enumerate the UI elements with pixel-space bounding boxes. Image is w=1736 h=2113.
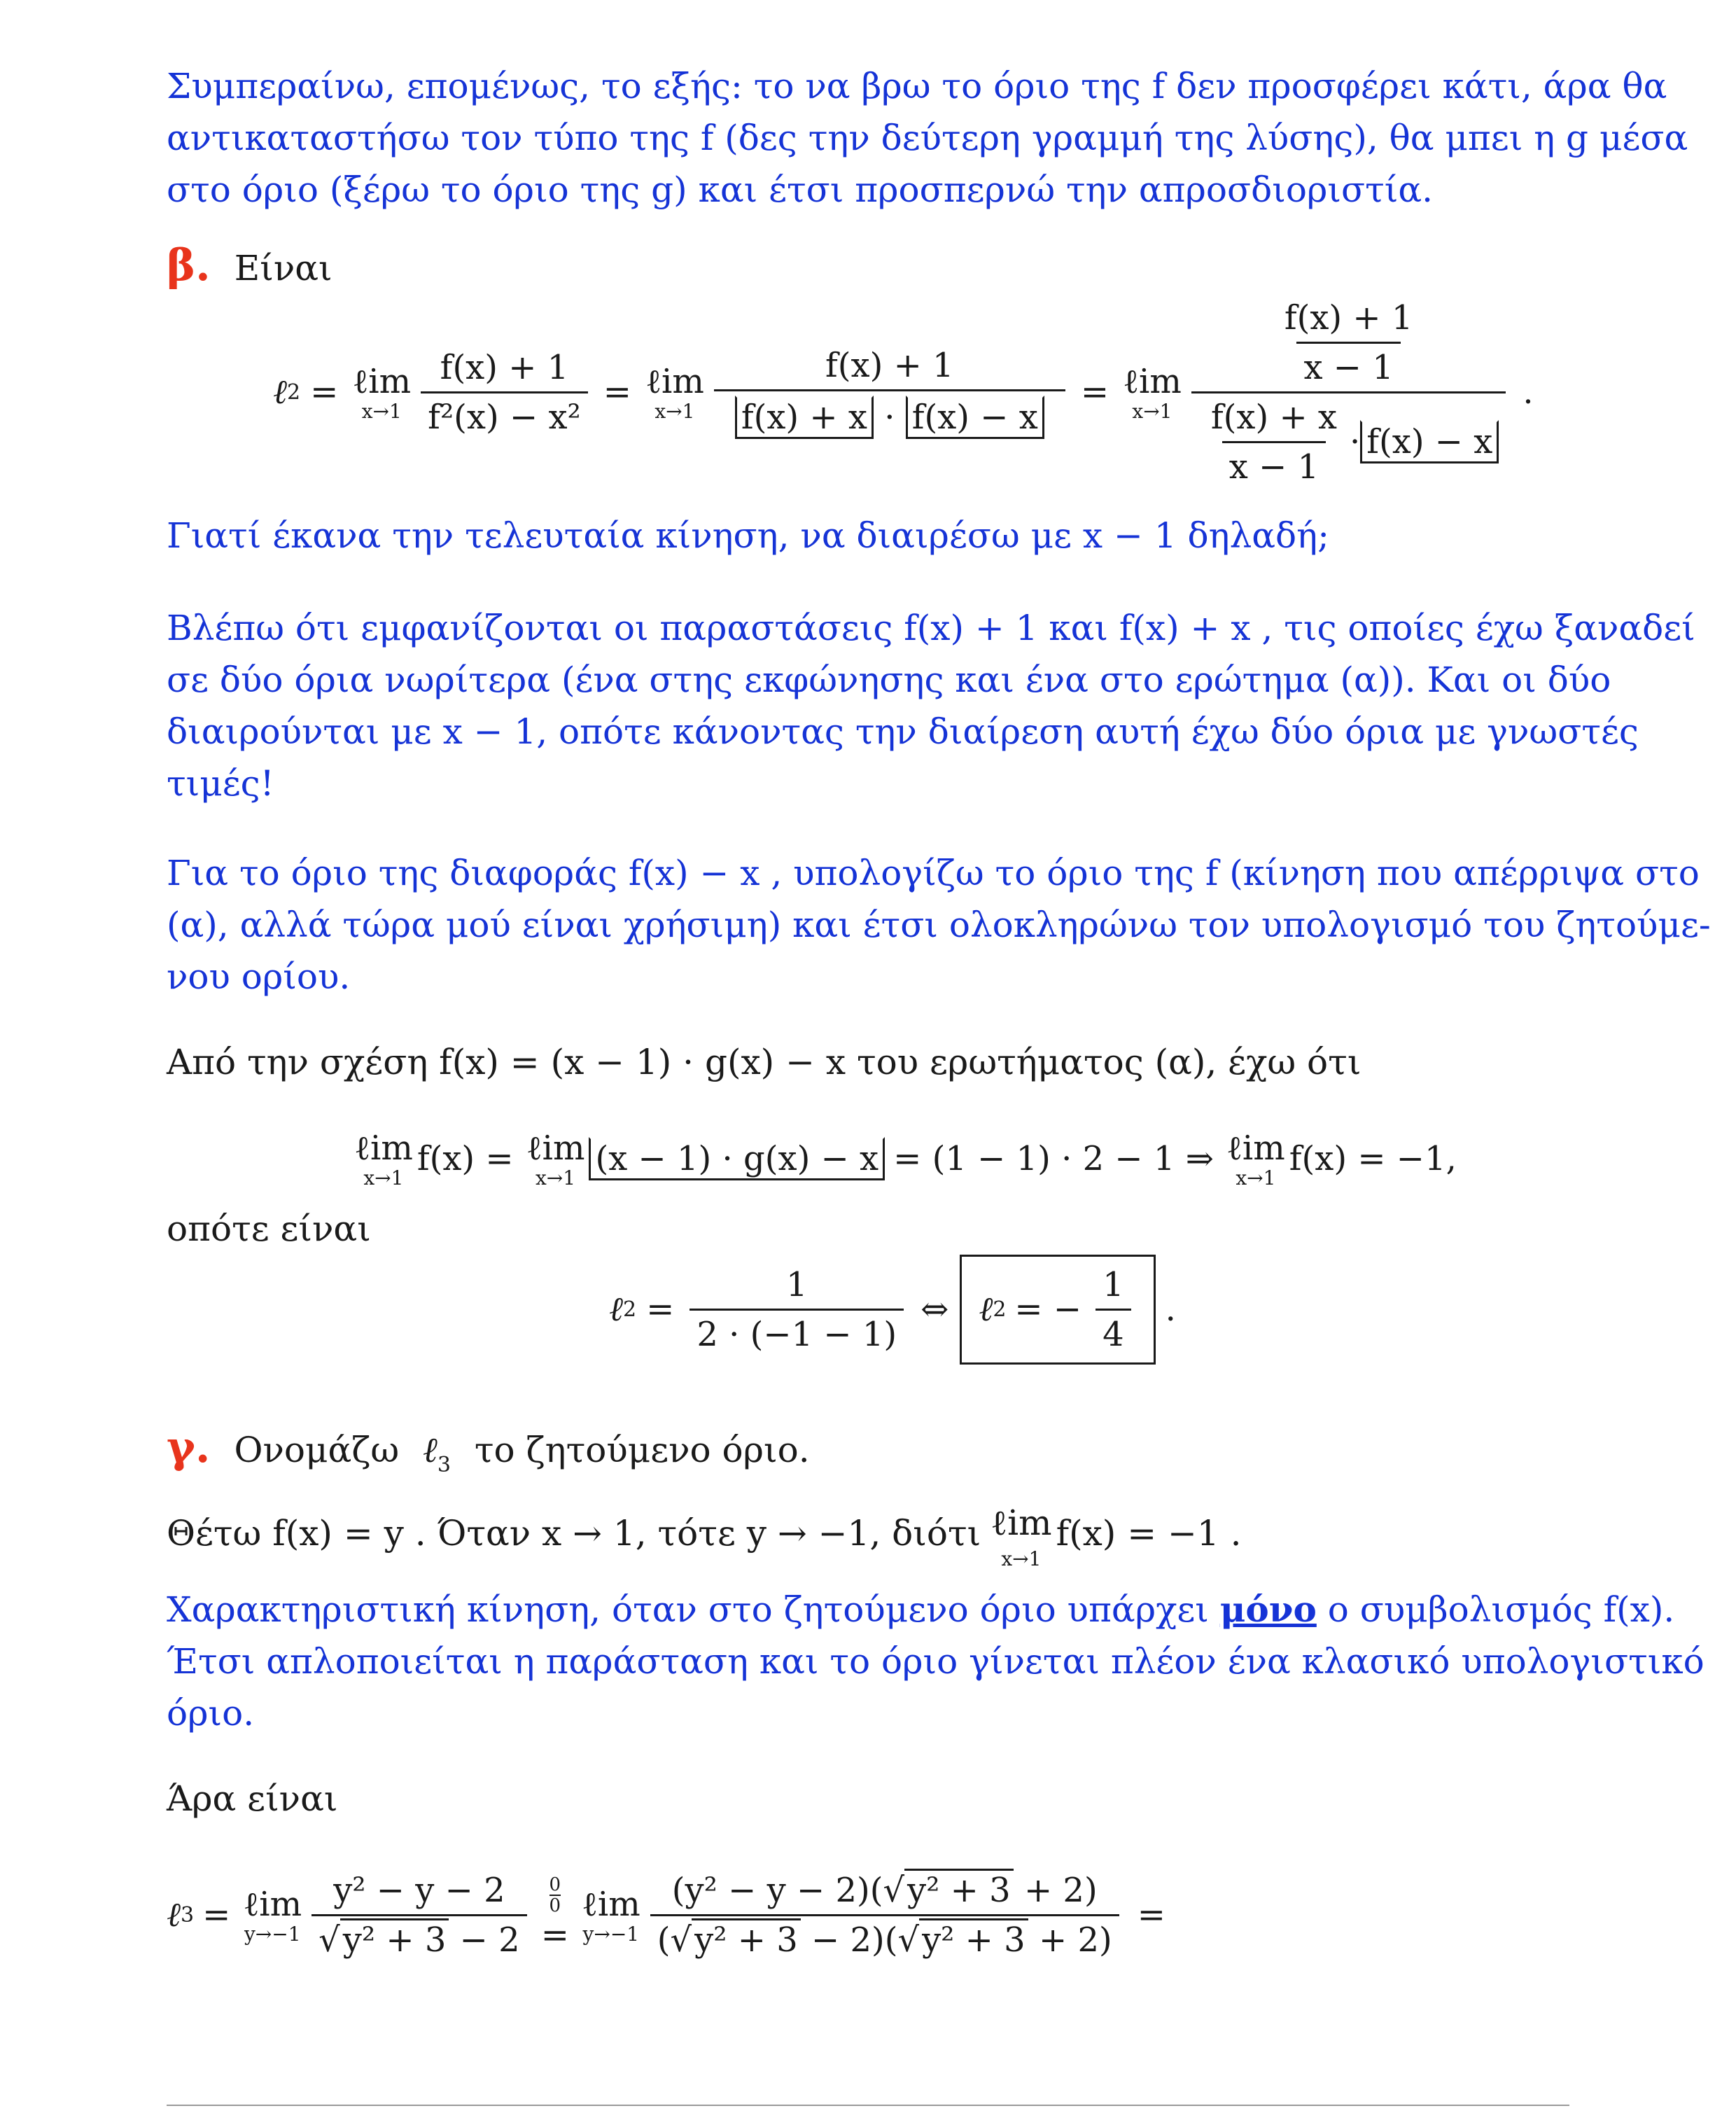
section-intro-text: Είναι <box>234 248 332 288</box>
limit-subscript: x→1 <box>654 400 695 423</box>
question-line: Γιατί έκανα την τελευταία κίνηση, να διαιρέσω με x − 1 δηλαδή; <box>167 515 1329 556</box>
expression: + 2 <box>1023 1870 1084 1910</box>
section-beta-heading <box>167 239 332 294</box>
ell-symbol: ℓ <box>609 1290 623 1329</box>
paragraph-characteristic-move <box>167 1584 1704 1739</box>
limit-subscript: y→−1 <box>582 1923 640 1946</box>
limit-text: ℓim <box>243 1885 302 1924</box>
fraction <box>421 348 588 437</box>
section-label: β. <box>167 239 211 291</box>
ell-symbol: ℓ <box>273 372 287 412</box>
text-line: νου ορίου. <box>167 956 351 997</box>
so-it-is-text: οπότε είναι <box>167 1208 371 1249</box>
inner-fraction <box>1204 398 1344 487</box>
period: . <box>1165 1290 1176 1329</box>
numerator: 1 <box>785 1264 808 1304</box>
text-line: σε δύο όρια νωρίτερα (ένα στης εκφώνησης και ένα στο ερώτημα (α)). Και οι δύο <box>167 660 1611 700</box>
equals-sign: = <box>646 1290 675 1329</box>
overset-bottom: 0 <box>549 1895 561 1916</box>
denominator: x − 1 <box>1296 342 1400 387</box>
result-box <box>960 1255 1155 1365</box>
overset-top: 0 <box>549 1874 561 1895</box>
limit-operator <box>1226 1129 1285 1189</box>
fraction <box>312 1871 527 1960</box>
equals-sign: = <box>540 1916 569 1955</box>
numerator: (y² − y − 2)(√y² + 3 + 2) <box>665 1871 1105 1914</box>
equals-sign: = <box>310 372 339 412</box>
limit-text: ℓim <box>526 1129 585 1168</box>
bracket-group: f(x) + x <box>735 396 874 439</box>
text-line: Βλέπω ότι εμφανίζονται οι παραστάσεις f(x) + 1 και f(x) + x , τις οποίες έχω ξαναδεί <box>167 608 1695 648</box>
ell-symbol: ℓ <box>423 1430 438 1470</box>
radicand: y² + 3 <box>919 1918 1028 1960</box>
paragraph-conclusion <box>167 60 1688 216</box>
text-part: Χαρακτηριστική κίνηση, όταν στο ζητούμενο όριο υπάρχει <box>167 1589 1209 1630</box>
numerator: f(x) + x <box>1210 397 1337 437</box>
denominator <box>312 1914 527 1960</box>
dot-operator: · <box>884 397 895 437</box>
emphasized-word: μόνο <box>1219 1589 1317 1630</box>
limit-operator <box>645 362 704 422</box>
text-line: (α), αλλά τώρα μού είναι χρήσιμη) και έτσι ολοκληρώνω τον υπολογισμό του ζητούμε- <box>167 905 1711 945</box>
paragraph-explanation <box>167 602 1695 809</box>
section-intro-text: το ζητούμενο όριο. <box>474 1430 810 1470</box>
ell-symbol: ℓ <box>167 1895 181 1934</box>
limit-operator <box>352 362 411 422</box>
numerator: y² − y − 2 <box>333 1870 505 1910</box>
sqrt-symbol: √ <box>318 1920 340 1960</box>
indeterminate-equals <box>541 1875 569 1955</box>
equation-l2-definition <box>273 298 1534 487</box>
text-part: f(x) = −1 . <box>1056 1513 1242 1554</box>
limit-text: ℓim <box>354 1129 413 1168</box>
bracket-group: f(x) − x <box>906 396 1044 439</box>
equals-minus: = − <box>1014 1290 1082 1329</box>
denominator: f²(x) − x² <box>421 391 588 437</box>
limit-text: ℓim <box>352 362 412 401</box>
equation-l3 <box>167 1834 1166 1995</box>
text-line <box>167 1584 1704 1636</box>
text-line: αντικαταστήσω τον τύπο της f (δες την δεύτερη γραμμή της λύσης), θα μπει η g μέσα <box>167 118 1688 158</box>
denominator <box>1191 391 1506 487</box>
expression: − 2 <box>459 1920 520 1960</box>
limit-subscript: y→−1 <box>244 1923 301 1946</box>
limit-subscript: x→1 <box>1236 1166 1276 1190</box>
subscript: 2 <box>993 1297 1007 1322</box>
limit-text: ℓim <box>645 362 704 401</box>
limit-operator <box>526 1129 585 1189</box>
fraction <box>690 1265 904 1354</box>
expression: + 2 <box>1038 1920 1099 1960</box>
limit-operator <box>1123 362 1182 422</box>
fraction <box>714 346 1065 439</box>
compound-fraction <box>1191 298 1506 487</box>
text-line: στο όριο (ξέρω το όριο της g) και έτσι προσπερνώ την απροσδιοριστία. <box>167 169 1434 210</box>
text-line: όριο. <box>167 1693 255 1734</box>
equals-sign: = <box>1080 372 1110 412</box>
numerator: f(x) + 1 <box>1284 298 1413 337</box>
limit-subscript: x→1 <box>1001 1547 1042 1570</box>
bracket-group: f(x) − x <box>1360 420 1499 463</box>
expression: − 2 <box>811 1920 872 1960</box>
expression: = (1 − 1) · 2 − 1 ⇒ <box>893 1139 1214 1178</box>
denominator: 2 · (−1 − 1) <box>690 1309 904 1354</box>
dot-operator: · <box>1349 422 1361 461</box>
section-label: γ. <box>167 1421 211 1472</box>
limit-subscript: x→1 <box>536 1166 576 1190</box>
denominator: 4 <box>1096 1309 1131 1354</box>
relation-statement: Από την σχέση f(x) = (x − 1) · g(x) − x του ερωτήματος (α), έχω ότι <box>167 1042 1362 1082</box>
sqrt-symbol: √ <box>883 1870 905 1910</box>
text-line: τιμές! <box>167 763 274 804</box>
limit-text: ℓim <box>990 1502 1052 1543</box>
section-gamma-heading <box>167 1421 810 1491</box>
equation-limit-f <box>350 1120 1457 1197</box>
numerator: 1 <box>1102 1264 1124 1304</box>
limit-text: ℓim <box>1123 362 1182 401</box>
paragraph-difference-limit <box>167 847 1711 1003</box>
limit-subscript: x→1 <box>1132 400 1172 423</box>
text-part: Θέτω f(x) = y . Όταν x → 1, τότε y → −1, διότι <box>167 1513 981 1554</box>
period: . <box>1522 372 1534 412</box>
radicand: y² + 3 <box>904 1869 1014 1910</box>
equals-sign: = <box>1137 1895 1166 1934</box>
limit-operator <box>990 1497 1051 1570</box>
equals-sign: = <box>603 372 631 412</box>
expression: f(x) = −1, <box>1289 1139 1457 1178</box>
limit-operator <box>354 1129 413 1189</box>
subscript: 3 <box>437 1453 451 1477</box>
text-line: διαιρούνται με x − 1, οπότε κάνοντας την διαίρεση αυτή έχω δύο όρια με γνωστές <box>167 711 1639 752</box>
limit-operator <box>243 1885 302 1945</box>
therefore-text: Άρα είναι <box>167 1778 338 1819</box>
denominator <box>714 389 1065 439</box>
substitution-statement <box>167 1497 1242 1570</box>
denominator: x − 1 <box>1222 441 1326 487</box>
iff-symbol: ⇔ <box>920 1290 949 1329</box>
limit-subscript: x→1 <box>361 400 402 423</box>
text-line: Έτσι απλοποιείται η παράσταση και το όριο γίνεται πλέον ένα κλασικό υπολογιστικό <box>167 1641 1704 1682</box>
text-line: Συμπεραίνω, επομένως, το εξής: το να βρω το όριο της f δεν προσφέρει κάτι, άρα θα <box>167 66 1667 106</box>
section-intro-text: Ονομάζω <box>234 1430 400 1470</box>
fraction <box>650 1871 1119 1960</box>
text-line: Για το όριο της διαφοράς f(x) − x , υπολογίζω το όριο της f (κίνηση που απέρριψα στο <box>167 853 1700 893</box>
footer-divider <box>167 2105 1569 2106</box>
sqrt-symbol: √ <box>670 1920 692 1960</box>
numerator: f(x) + 1 <box>825 345 954 385</box>
sqrt-symbol: √ <box>897 1920 920 1960</box>
text-part: ο συμβολισμός f(x). <box>1327 1589 1675 1630</box>
equals-sign: = <box>202 1895 231 1934</box>
expression: (y² − y − 2) <box>671 1870 870 1910</box>
expression: f(x) = <box>416 1139 514 1178</box>
radicand: y² + 3 <box>340 1918 449 1960</box>
numerator: f(x) + 1 <box>440 347 569 387</box>
numerator <box>1265 298 1433 391</box>
bracket-group: (x − 1) · g(x) − x <box>589 1137 885 1180</box>
subscript: 2 <box>623 1297 637 1322</box>
limit-text: ℓim <box>581 1885 640 1924</box>
equation-l2-result <box>609 1253 1176 1365</box>
ell-symbol: ℓ <box>979 1290 993 1329</box>
limit-subscript: x→1 <box>363 1166 404 1190</box>
subscript: 2 <box>287 379 301 405</box>
inner-fraction <box>1278 298 1420 387</box>
limit-text: ℓim <box>1226 1129 1285 1168</box>
fraction <box>1096 1265 1131 1354</box>
limit-operator <box>582 1885 640 1945</box>
radicand: y² + 3 <box>692 1918 801 1960</box>
denominator: (√y² + 3 − 2)(√y² + 3 + 2) <box>650 1914 1119 1960</box>
subscript: 3 <box>181 1902 195 1927</box>
